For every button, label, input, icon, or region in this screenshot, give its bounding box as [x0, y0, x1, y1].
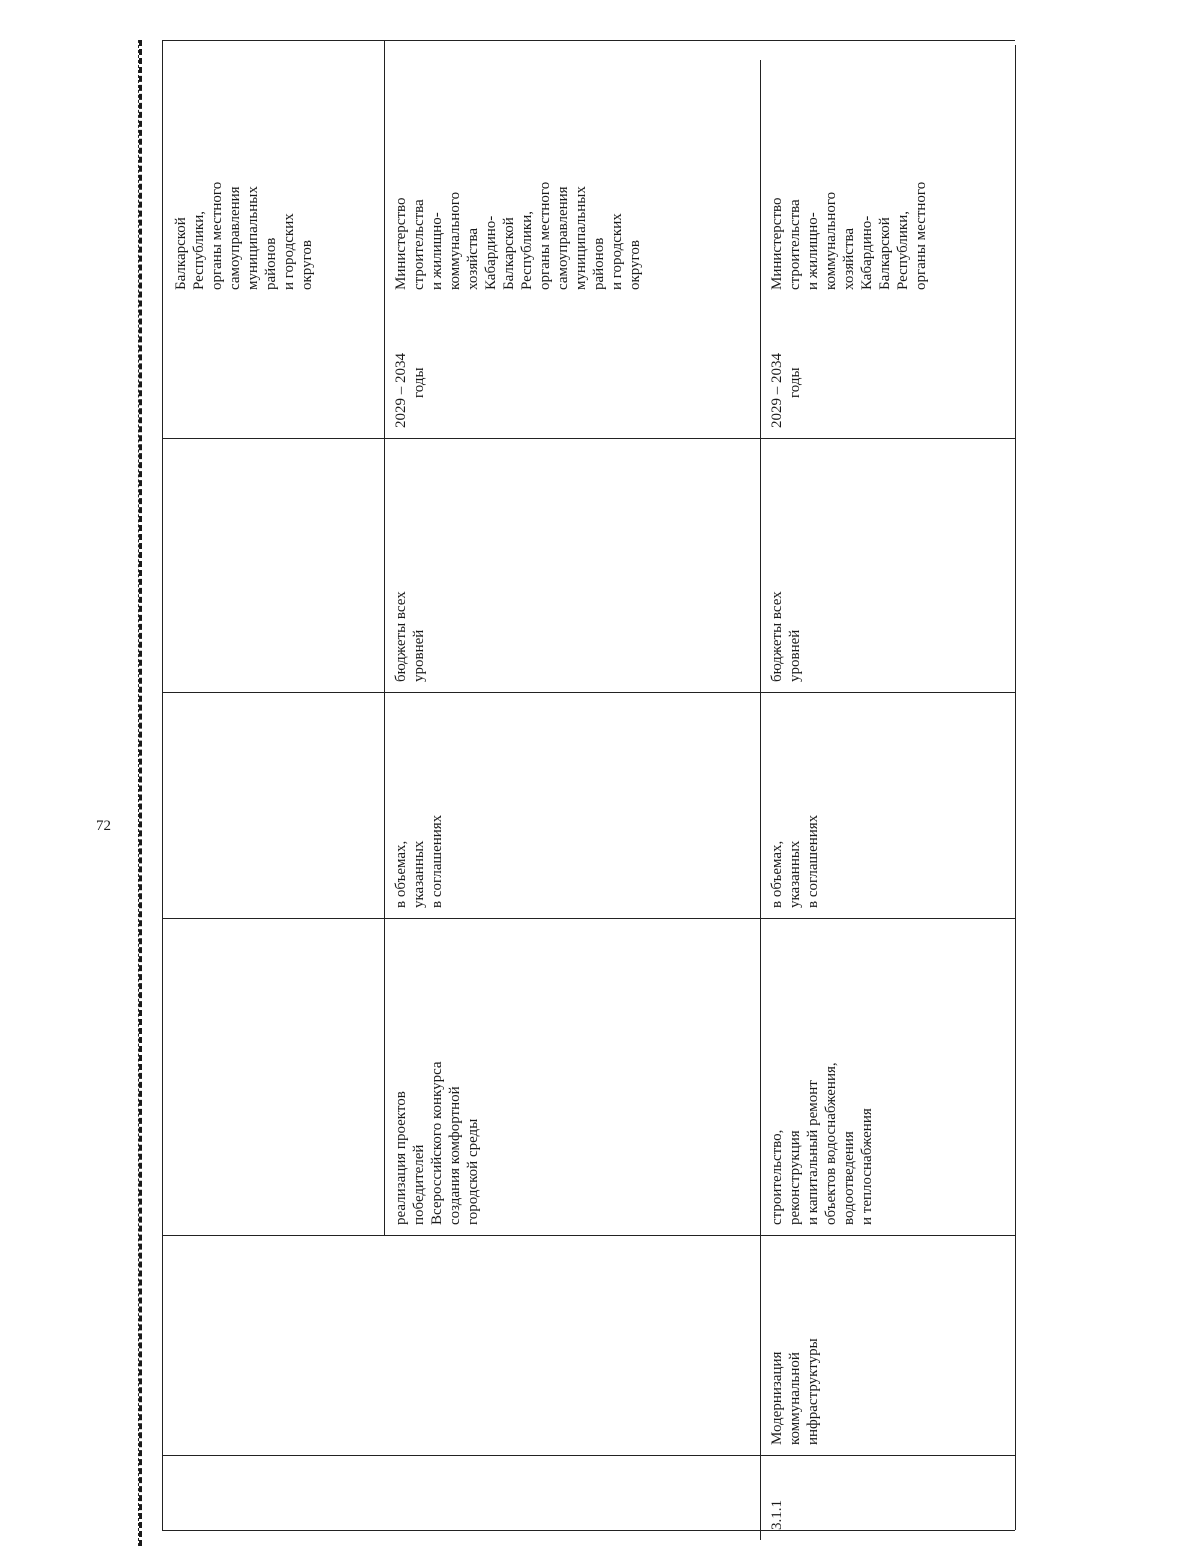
text-line: самоуправления	[227, 186, 243, 290]
row2-volume-cell	[768, 815, 822, 908]
text-line: органы местного	[537, 181, 553, 290]
page-number: 72	[96, 818, 111, 834]
text-line: Балкарской	[173, 217, 189, 290]
text-line: хозяйства	[841, 227, 857, 290]
text-line: 2029 – 2034	[769, 353, 785, 428]
text-line: в соглашениях	[805, 814, 821, 908]
text-line: бюджеты всех	[393, 591, 409, 682]
text-line: указанных	[787, 840, 803, 908]
row-divider	[384, 40, 385, 1235]
row2-source-cell	[768, 591, 804, 682]
text-line: строительство,	[769, 1129, 785, 1225]
text-line: Всероссийского конкурса	[429, 1061, 445, 1225]
row2-activity-cell	[768, 1062, 876, 1225]
text-line: коммунальной	[787, 1352, 803, 1445]
column-line-activity-volume	[162, 918, 1015, 919]
text-line: округов	[627, 240, 643, 290]
text-line: и капитальный ремонт	[805, 1080, 821, 1225]
text-line: районов	[263, 237, 279, 290]
column-line-source-years	[162, 438, 1015, 439]
row1-years-cell	[392, 353, 428, 428]
text-line: годы	[787, 367, 803, 398]
text-line: в соглашениях	[429, 814, 445, 908]
text-line: уровней	[411, 629, 427, 682]
text-line: Балкарской	[877, 217, 893, 290]
text-line: Модернизация	[769, 1351, 785, 1445]
column-line-years-executor	[162, 40, 1015, 41]
text-line: реконструкция	[787, 1130, 803, 1225]
text-line: округов	[299, 240, 315, 290]
table-right-border	[1015, 45, 1016, 1530]
text-line: Кабардино-	[859, 215, 875, 290]
column-line-volume-source	[162, 692, 1015, 693]
text-line: инфраструктуры	[805, 1338, 821, 1445]
text-line: в объемах,	[393, 840, 409, 908]
row-divider-lower	[760, 60, 761, 1540]
prev-row-executor-cell	[172, 182, 316, 290]
row1-executor-cell	[392, 182, 644, 290]
text-line: и жилищно-	[429, 212, 445, 290]
text-line: и теплоснабжения	[859, 1108, 875, 1225]
text-line: муниципальных	[573, 186, 589, 290]
text-line: строительства	[787, 199, 803, 290]
text-line: реализация проектов	[393, 1091, 409, 1225]
text-line: хозяйства	[465, 227, 481, 290]
text-line: Республики,	[519, 211, 535, 290]
text-line: уровней	[787, 629, 803, 682]
text-line: коммунального	[447, 191, 463, 290]
text-line: Республики,	[191, 211, 207, 290]
text-line: создания комфортной	[447, 1086, 463, 1225]
text-line: Республики,	[895, 211, 911, 290]
text-line: указанных	[411, 840, 427, 908]
table-left-border	[162, 40, 163, 1530]
text-line: и городских	[609, 213, 625, 290]
text-line: районов	[591, 237, 607, 290]
text-line: бюджеты всех	[769, 591, 785, 682]
text-line: самоуправления	[555, 186, 571, 290]
row1-volume-cell	[392, 815, 446, 908]
row2-number-cell	[768, 1500, 786, 1530]
row1-source-cell	[392, 591, 428, 682]
text-line: городской среды	[465, 1118, 481, 1225]
table-bottom-border	[162, 1530, 1015, 1531]
text-line: Министерство	[769, 197, 785, 290]
text-line: строительства	[411, 199, 427, 290]
column-line-number-title	[162, 1455, 1015, 1456]
row2-executor-cell	[768, 182, 930, 290]
text-line: годы	[411, 367, 427, 398]
column-line-title-activity	[162, 1235, 1015, 1236]
text-line: и жилищно-	[805, 212, 821, 290]
row2-title-cell	[768, 1338, 822, 1445]
text-line: победителей	[411, 1144, 427, 1225]
text-line: органы местного	[913, 181, 929, 290]
row1-activity-cell	[392, 1061, 482, 1225]
text-line: Кабардино-	[483, 215, 499, 290]
row2-years-cell	[768, 353, 804, 428]
text-line: в объемах,	[769, 840, 785, 908]
text-line: Министерство	[393, 197, 409, 290]
text-line: коммунального	[823, 191, 839, 290]
table-left-outer-border	[138, 40, 142, 1546]
text-line: объектов водоснабжения,	[823, 1062, 839, 1225]
text-line: Балкарской	[501, 217, 517, 290]
text-line: водоотведения	[841, 1131, 857, 1225]
text-line: муниципальных	[245, 186, 261, 290]
text-line: органы местного	[209, 181, 225, 290]
item-number: 3.1.1	[769, 1500, 785, 1530]
text-line: 2029 – 2034	[393, 353, 409, 428]
text-line: и городских	[281, 213, 297, 290]
